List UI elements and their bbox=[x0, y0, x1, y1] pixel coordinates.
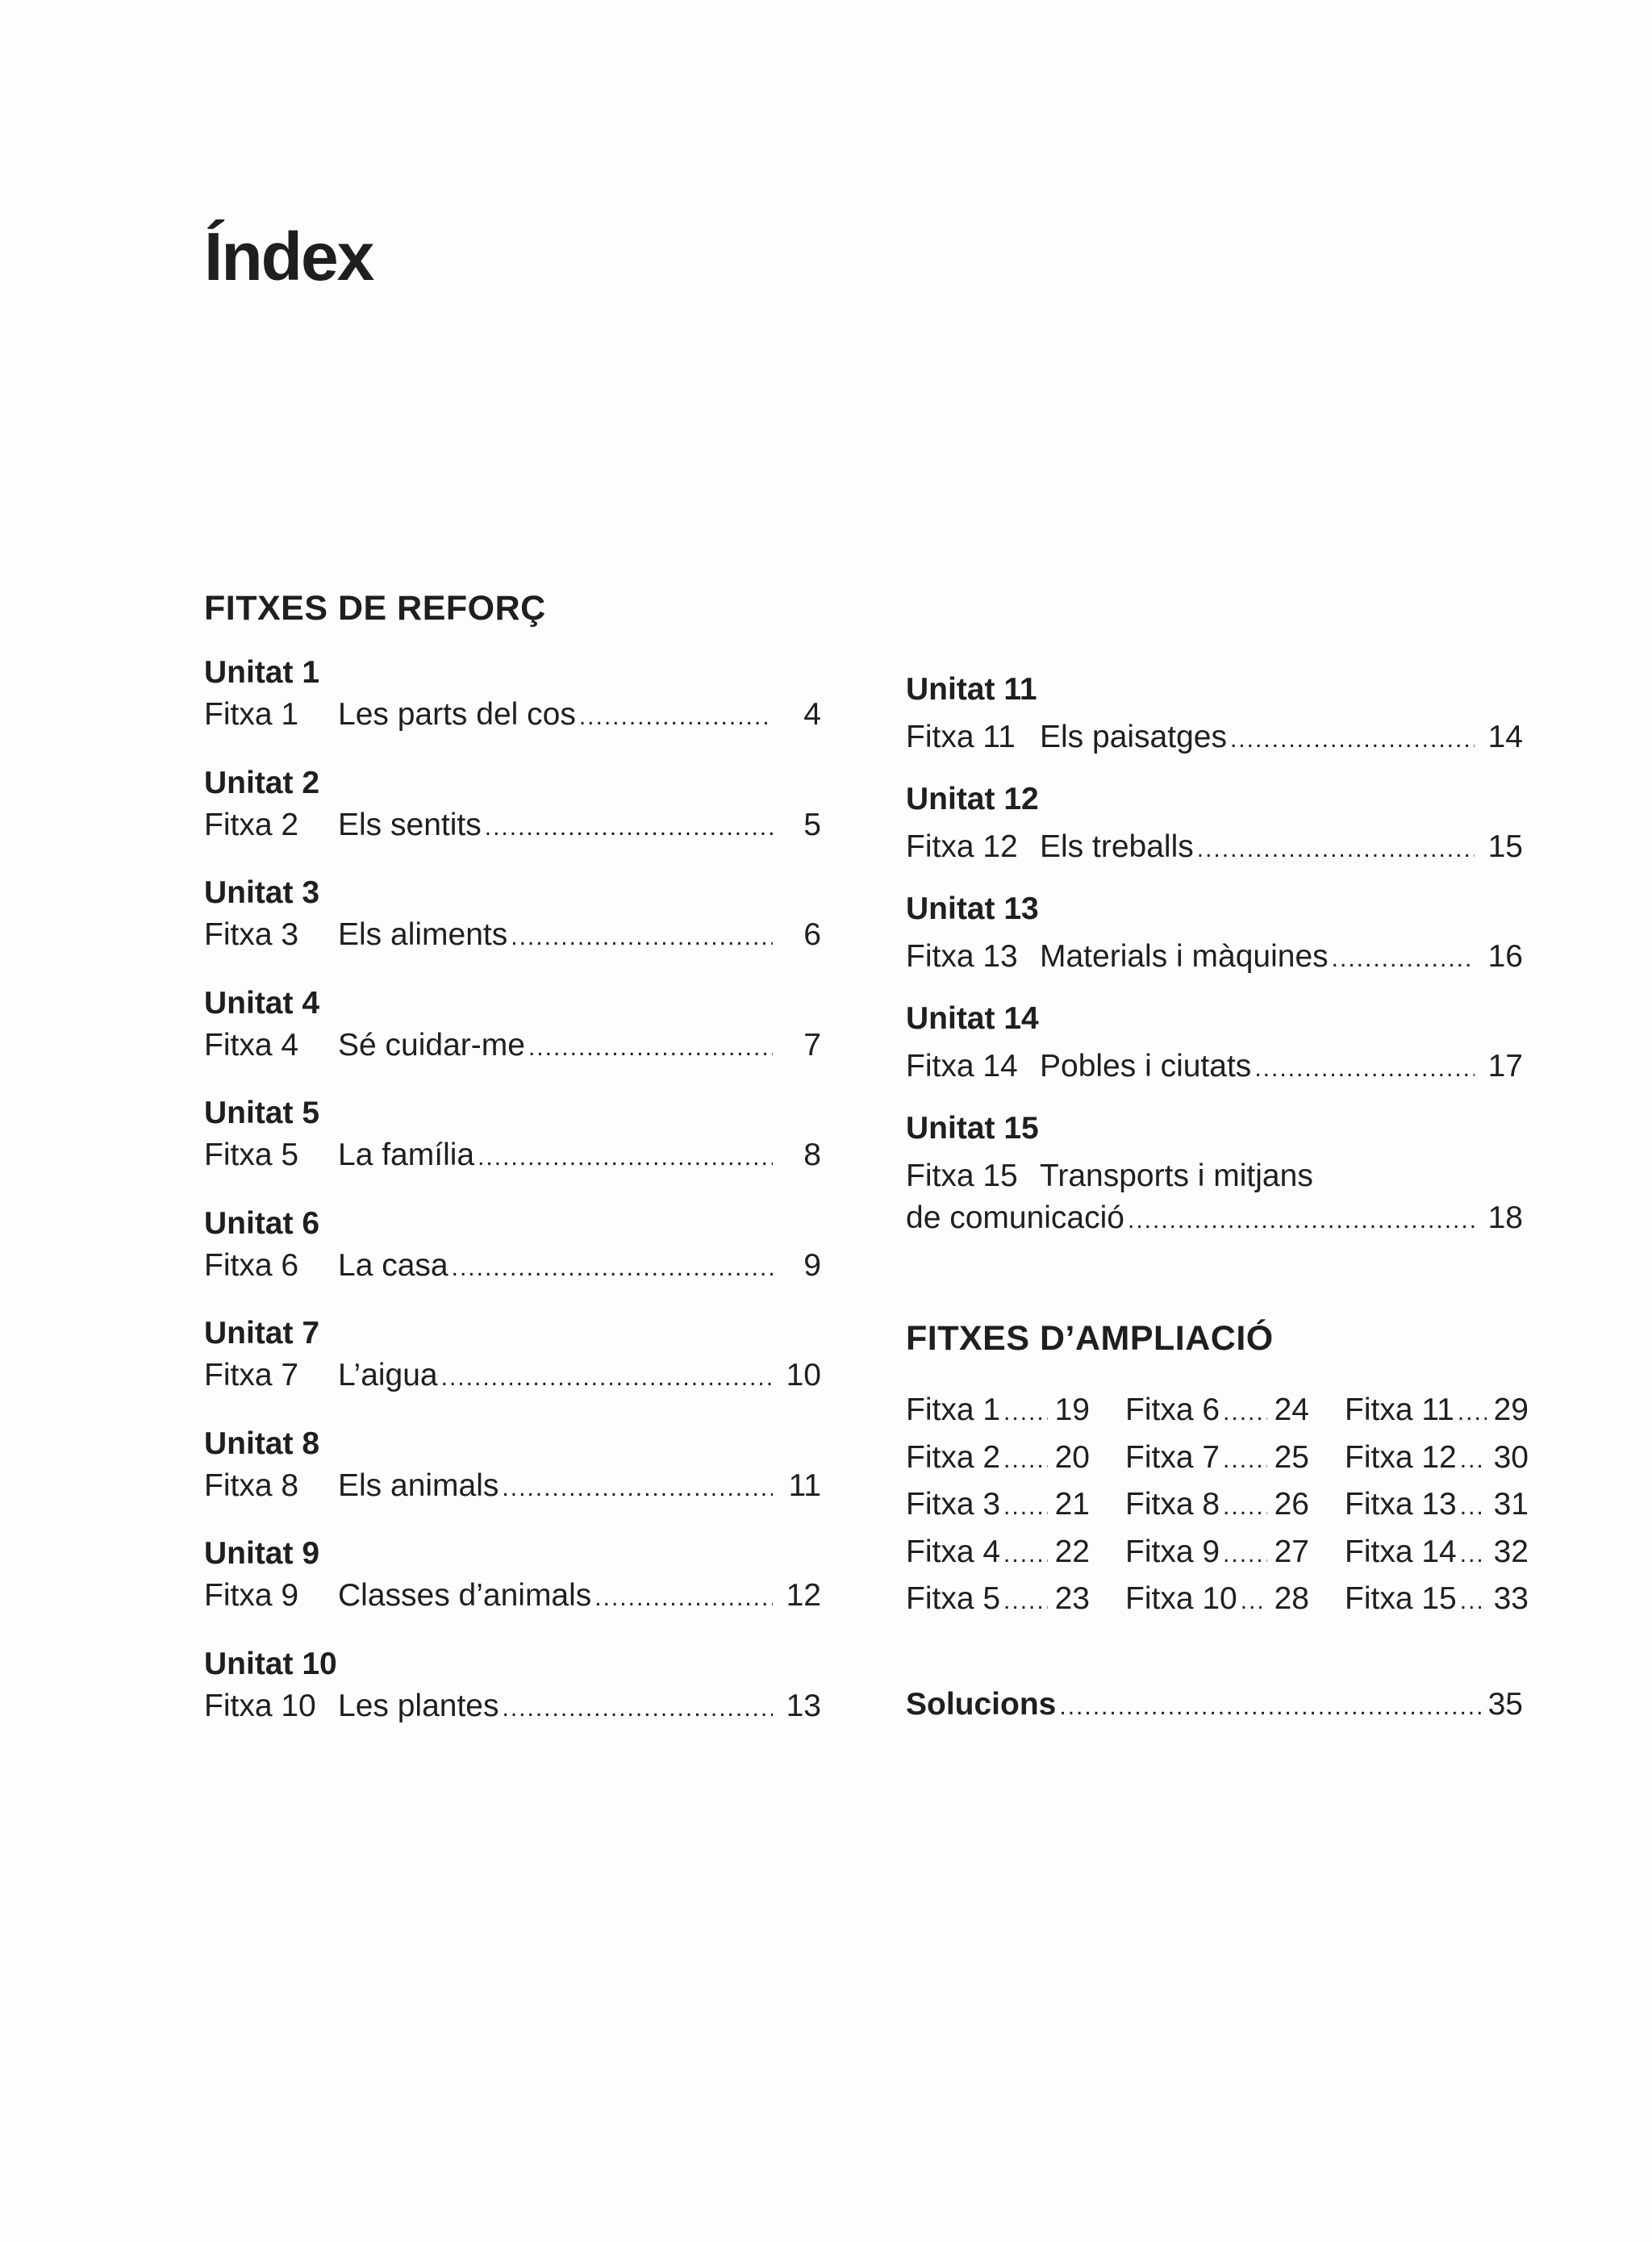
entry-page: 26 bbox=[1274, 1487, 1309, 1522]
ampliacio-entry[interactable] bbox=[1345, 1488, 1529, 1520]
toc-entry-solucions[interactable] bbox=[906, 1689, 1523, 1720]
leader-dots bbox=[478, 1146, 773, 1170]
entry-title: Les parts del cos bbox=[338, 697, 576, 732]
entry-page: 16 bbox=[1487, 939, 1523, 974]
ampliacio-entry[interactable] bbox=[906, 1536, 1090, 1568]
leader-dots bbox=[528, 1036, 773, 1060]
section-heading-ampliacio: FITXES D’AMPLIACIÓ bbox=[906, 1319, 1274, 1358]
entry-label: Fitxa 11 bbox=[1345, 1392, 1454, 1427]
entry-label: Fitxa 7 bbox=[204, 1358, 299, 1392]
ampliacio-entry[interactable] bbox=[906, 1394, 1090, 1426]
entry-label: Fitxa 12 bbox=[1345, 1439, 1457, 1475]
entry-label: Fitxa 10 bbox=[1125, 1581, 1237, 1616]
ampliacio-entry[interactable] bbox=[1125, 1536, 1309, 1568]
entry-page: 13 bbox=[786, 1688, 821, 1723]
leader-dots bbox=[502, 1697, 773, 1721]
toc-entry[interactable] bbox=[204, 1359, 821, 1391]
entry-label: Fitxa 2 bbox=[204, 807, 299, 842]
entry-page: 22 bbox=[1054, 1534, 1090, 1569]
entry-title: Les plantes bbox=[338, 1688, 499, 1723]
entry-page: 33 bbox=[1493, 1581, 1529, 1616]
entry-title: Transports i mitjans bbox=[1040, 1159, 1313, 1193]
entry-page: 8 bbox=[803, 1138, 821, 1172]
entry-label: Fitxa 2 bbox=[906, 1439, 1001, 1475]
unit-heading: Unitat 7 bbox=[204, 1316, 320, 1351]
toc-entry[interactable] bbox=[906, 941, 1523, 972]
toc-entry[interactable] bbox=[906, 1160, 1313, 1192]
leader-dots bbox=[1223, 1448, 1267, 1472]
leader-dots bbox=[1460, 1448, 1487, 1472]
entry-page: 20 bbox=[1054, 1439, 1090, 1475]
entry-page: 11 bbox=[788, 1468, 821, 1503]
entry-title: Els paisatges bbox=[1040, 720, 1227, 754]
leader-dots bbox=[1003, 1589, 1048, 1614]
unit-heading: Unitat 10 bbox=[204, 1646, 337, 1681]
leader-dots bbox=[441, 1366, 773, 1390]
ampliacio-entry[interactable] bbox=[1125, 1583, 1309, 1614]
entry-page: 35 bbox=[1487, 1687, 1523, 1722]
leader-dots bbox=[485, 816, 773, 840]
leader-dots bbox=[1241, 1589, 1267, 1614]
toc-entry[interactable] bbox=[204, 1470, 821, 1501]
toc-entry[interactable] bbox=[204, 699, 821, 730]
entry-label: Fitxa 14 bbox=[906, 1049, 1018, 1083]
entry-page: 6 bbox=[803, 917, 821, 952]
entry-page: 17 bbox=[1487, 1049, 1523, 1083]
entry-label: Fitxa 4 bbox=[906, 1534, 1001, 1569]
unit-heading: Unitat 15 bbox=[906, 1111, 1039, 1146]
unit-heading: Unitat 6 bbox=[204, 1205, 320, 1241]
leader-dots bbox=[1223, 1543, 1267, 1567]
entry-page: 31 bbox=[1493, 1487, 1529, 1522]
ampliacio-entry[interactable] bbox=[1125, 1439, 1309, 1475]
ampliacio-entry[interactable] bbox=[1125, 1488, 1309, 1520]
toc-entry[interactable] bbox=[204, 1029, 821, 1061]
entry-page: 10 bbox=[786, 1358, 821, 1392]
page-title: Índex bbox=[204, 219, 373, 294]
leader-dots bbox=[1059, 1695, 1483, 1719]
unit-heading: Unitat 9 bbox=[204, 1536, 320, 1571]
entry-label: Fitxa 14 bbox=[1345, 1534, 1457, 1569]
unit-heading: Unitat 8 bbox=[204, 1426, 320, 1461]
unit-heading: Unitat 1 bbox=[204, 655, 320, 690]
entry-title: Sé cuidar-me bbox=[338, 1027, 525, 1063]
unit-heading: Unitat 2 bbox=[204, 765, 320, 800]
entry-page: 15 bbox=[1487, 829, 1523, 864]
entry-title: Els sentits bbox=[338, 807, 482, 842]
entry-label: Fitxa 9 bbox=[204, 1578, 299, 1613]
ampliacio-entry[interactable] bbox=[1345, 1394, 1529, 1426]
entry-page: 18 bbox=[1487, 1200, 1523, 1235]
toc-entry[interactable] bbox=[204, 1690, 821, 1722]
entry-page: 29 bbox=[1493, 1392, 1529, 1427]
unit-heading: Unitat 5 bbox=[204, 1096, 320, 1130]
entry-label: Fitxa 13 bbox=[1345, 1487, 1457, 1522]
entry-page: 14 bbox=[1487, 720, 1523, 754]
entry-page: 5 bbox=[803, 807, 821, 842]
toc-entry[interactable] bbox=[204, 1580, 821, 1611]
entry-label: Fitxa 1 bbox=[906, 1392, 1001, 1427]
unit-heading: Unitat 11 bbox=[906, 672, 1037, 707]
solucions-label: Solucions bbox=[906, 1687, 1057, 1722]
leader-dots bbox=[594, 1586, 773, 1610]
entry-title: Els animals bbox=[338, 1468, 499, 1503]
unit-heading: Unitat 13 bbox=[906, 891, 1039, 926]
entry-page: 7 bbox=[803, 1027, 821, 1063]
entry-title: La família bbox=[338, 1138, 475, 1172]
entry-label: Fitxa 15 bbox=[906, 1159, 1018, 1193]
ampliacio-entry[interactable] bbox=[906, 1488, 1090, 1520]
leader-dots bbox=[511, 925, 773, 950]
entry-page: 32 bbox=[1493, 1534, 1529, 1569]
leader-dots bbox=[579, 705, 773, 729]
entry-label: Fitxa 10 bbox=[204, 1688, 316, 1723]
entry-title: La casa bbox=[338, 1247, 448, 1283]
leader-dots bbox=[1003, 1543, 1048, 1567]
entry-page: 27 bbox=[1274, 1534, 1309, 1569]
entry-label: Fitxa 13 bbox=[906, 939, 1018, 974]
leader-dots bbox=[1003, 1448, 1048, 1472]
entry-title: Els aliments bbox=[338, 917, 508, 952]
leader-dots bbox=[1460, 1495, 1487, 1519]
toc-entry[interactable] bbox=[204, 809, 821, 841]
entry-title-line2: de comunicació bbox=[906, 1200, 1124, 1235]
toc-entry[interactable] bbox=[204, 1247, 821, 1283]
toc-entry[interactable] bbox=[906, 721, 1523, 753]
leader-dots bbox=[1254, 1057, 1475, 1081]
entry-label: Fitxa 3 bbox=[204, 917, 299, 952]
unit-heading: Unitat 14 bbox=[906, 1001, 1039, 1036]
leader-dots bbox=[1223, 1495, 1267, 1519]
leader-dots bbox=[1003, 1495, 1048, 1519]
unit-heading: Unitat 3 bbox=[204, 875, 320, 910]
entry-page: 23 bbox=[1054, 1581, 1090, 1616]
entry-label: Fitxa 1 bbox=[204, 697, 299, 732]
entry-label: Fitxa 12 bbox=[906, 829, 1018, 864]
entry-page: 24 bbox=[1274, 1392, 1309, 1427]
ampliacio-entry[interactable] bbox=[1125, 1394, 1309, 1426]
entry-page: 19 bbox=[1054, 1392, 1090, 1427]
entry-label: Fitxa 4 bbox=[204, 1027, 299, 1063]
entry-page: 4 bbox=[803, 697, 821, 732]
leader-dots bbox=[1197, 837, 1475, 862]
leader-dots bbox=[1460, 1589, 1487, 1614]
ampliacio-entry[interactable] bbox=[906, 1583, 1090, 1614]
leader-dots bbox=[1458, 1401, 1487, 1425]
entry-title: Els treballs bbox=[1040, 829, 1194, 864]
entry-label: Fitxa 5 bbox=[906, 1581, 1001, 1616]
entry-title: Materials i màquines bbox=[1040, 939, 1329, 974]
leader-dots bbox=[502, 1476, 773, 1501]
toc-entry[interactable] bbox=[906, 831, 1523, 862]
unit-heading: Unitat 4 bbox=[204, 985, 320, 1021]
entry-title: Pobles i ciutats bbox=[1040, 1049, 1252, 1083]
entry-label: Fitxa 15 bbox=[1345, 1581, 1457, 1616]
leader-dots bbox=[1332, 947, 1475, 971]
entry-page: 9 bbox=[803, 1247, 821, 1283]
toc-entry-continuation[interactable] bbox=[906, 1202, 1523, 1234]
entry-label: Fitxa 8 bbox=[204, 1468, 299, 1503]
toc-entry[interactable] bbox=[906, 1050, 1523, 1082]
entry-page: 12 bbox=[786, 1578, 821, 1613]
ampliacio-entry[interactable] bbox=[1345, 1439, 1529, 1475]
leader-dots bbox=[1223, 1401, 1267, 1425]
leader-dots bbox=[1003, 1401, 1048, 1425]
entry-page: 25 bbox=[1274, 1439, 1309, 1475]
entry-label: Fitxa 9 bbox=[1125, 1534, 1220, 1569]
entry-label: Fitxa 6 bbox=[204, 1247, 299, 1283]
entry-label: Fitxa 8 bbox=[1125, 1487, 1220, 1522]
entry-label: Fitxa 11 bbox=[906, 720, 1016, 754]
entry-title: Classes d’animals bbox=[338, 1578, 592, 1613]
leader-dots bbox=[1230, 728, 1475, 752]
leader-dots bbox=[452, 1256, 773, 1280]
entry-title: L’aigua bbox=[338, 1358, 438, 1392]
toc-entry[interactable] bbox=[204, 919, 821, 950]
unit-heading: Unitat 12 bbox=[906, 782, 1039, 816]
section-heading-reforc: FITXES DE REFORÇ bbox=[204, 589, 546, 628]
ampliacio-entry[interactable] bbox=[1345, 1536, 1529, 1568]
leader-dots bbox=[1460, 1543, 1487, 1567]
entry-label: Fitxa 3 bbox=[906, 1487, 1001, 1522]
ampliacio-entry[interactable] bbox=[1345, 1583, 1529, 1614]
entry-page: 28 bbox=[1274, 1581, 1309, 1616]
ampliacio-entry[interactable] bbox=[906, 1439, 1090, 1475]
entry-label: Fitxa 7 bbox=[1125, 1439, 1220, 1475]
entry-page: 21 bbox=[1054, 1487, 1090, 1522]
entry-label: Fitxa 6 bbox=[1125, 1392, 1220, 1427]
toc-entry[interactable] bbox=[204, 1139, 821, 1171]
entry-page: 30 bbox=[1493, 1439, 1529, 1475]
leader-dots bbox=[1128, 1209, 1475, 1233]
entry-label: Fitxa 5 bbox=[204, 1138, 299, 1172]
